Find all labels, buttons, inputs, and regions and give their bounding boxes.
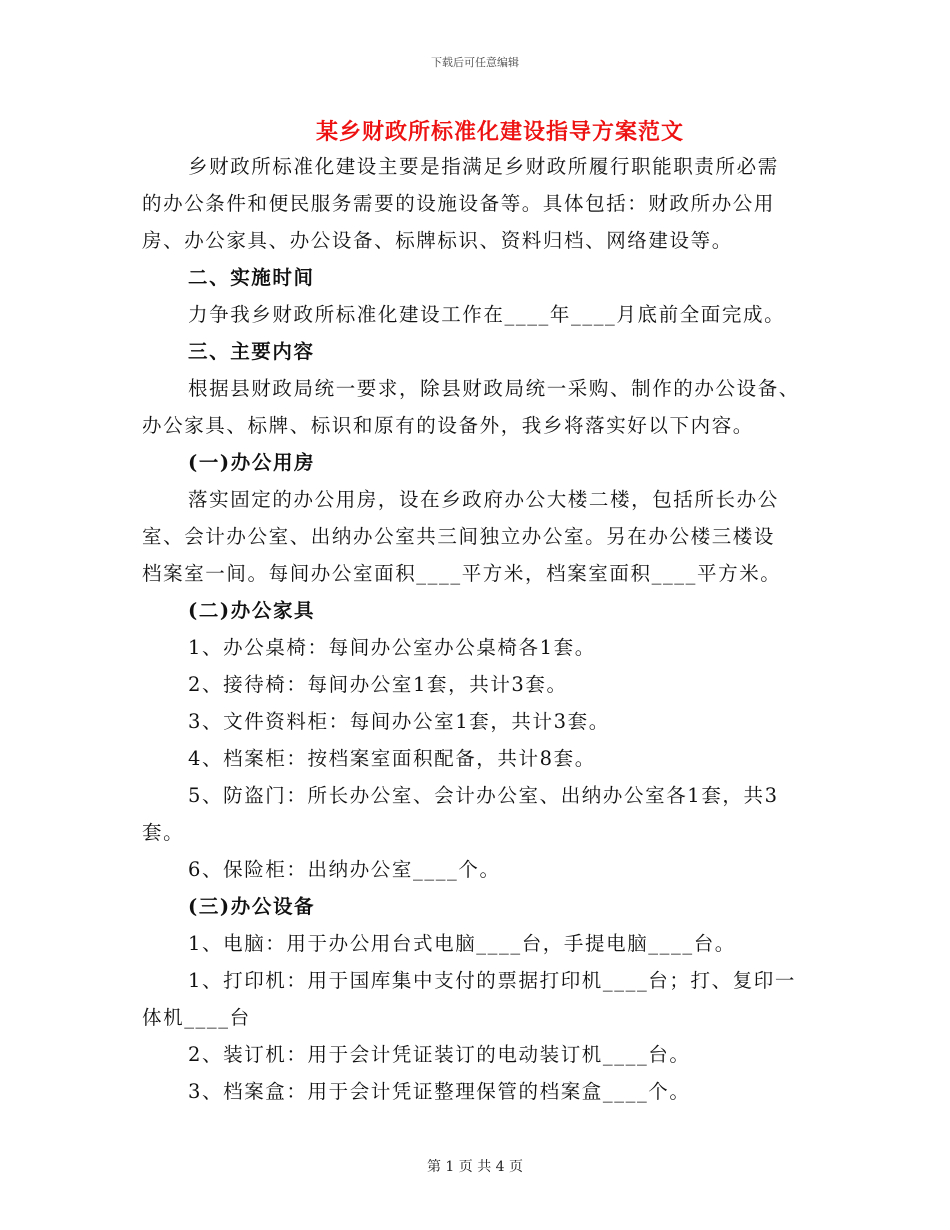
list-item: 1、电脑：用于办公用台式电脑____台，手提电脑____台。 <box>188 932 736 955</box>
section-heading-main-content: 三、主要内容 <box>188 340 315 363</box>
document-title: 某乡财政所标准化建设指导方案范文 <box>315 119 684 145</box>
list-item: 3、档案盒：用于会计凭证整理保管的档案盒____个。 <box>188 1080 691 1103</box>
paragraph-line: 房、办公家具、办公设备、标牌标识、资料归档、网络建设等。 <box>142 229 733 252</box>
paragraph-line: 力争我乡财政所标准化建设工作在____年____月底前全面完成。 <box>188 303 786 326</box>
paragraph-line: 的办公条件和便民服务需要的设施设备等。具体包括：财政所办公用 <box>142 192 776 215</box>
paragraph-line: 乡财政所标准化建设主要是指满足乡财政所履行职能职责所必需 <box>188 155 779 178</box>
section-heading-implementation-time: 二、实施时间 <box>188 266 315 289</box>
header-note: 下载后可任意编辑 <box>431 56 519 69</box>
document-body <box>142 148 810 1110</box>
list-item: 2、装订机：用于会计凭证装订的电动装订机____台。 <box>188 1043 691 1066</box>
list-item: 2、接待椅：每间办公室1套，共计3套。 <box>188 673 568 696</box>
subsection-heading-office-equipment: (三)办公设备 <box>188 895 316 918</box>
list-item: 3、文件资料柜：每间办公室1套，共计3套。 <box>188 710 610 733</box>
paragraph-line: 办公家具、标牌、标识和原有的设备外，我乡将落实好以下内容。 <box>142 414 754 437</box>
list-item: 1、打印机：用于国库集中支付的票据打印机____台；打、复印一 <box>188 969 797 992</box>
paragraph-line: 落实固定的办公用房，设在乡政府办公大楼二楼，包括所长办公 <box>188 488 779 511</box>
paragraph-line: 室、会计办公室、出纳办公室共三间独立办公室。另在办公楼三楼设 <box>142 525 776 548</box>
list-item: 4、档案柜：按档案室面积配备，共计8套。 <box>188 747 596 770</box>
list-item: 5、防盗门：所长办公室、会计办公室、出纳办公室各1套，共3 <box>188 784 779 807</box>
list-item: 6、保险柜：出纳办公室____个。 <box>188 858 501 881</box>
list-item-continuation: 体机____台 <box>142 1006 251 1029</box>
list-item-continuation: 套。 <box>142 821 185 844</box>
subsection-heading-office-furniture: (二)办公家具 <box>188 599 316 622</box>
subsection-heading-office-space: (一)办公用房 <box>188 451 316 474</box>
paragraph-line: 档案室一间。每间办公室面积____平方米，档案室面积____平方米。 <box>142 562 782 585</box>
paragraph-line: 根据县财政局统一要求，除县财政局统一采购、制作的办公设备、 <box>188 377 800 400</box>
page-number-footer: 第 1 页 共 4 页 <box>426 1159 524 1175</box>
list-item: 1、办公桌椅：每间办公室办公桌椅各1套。 <box>188 636 596 659</box>
